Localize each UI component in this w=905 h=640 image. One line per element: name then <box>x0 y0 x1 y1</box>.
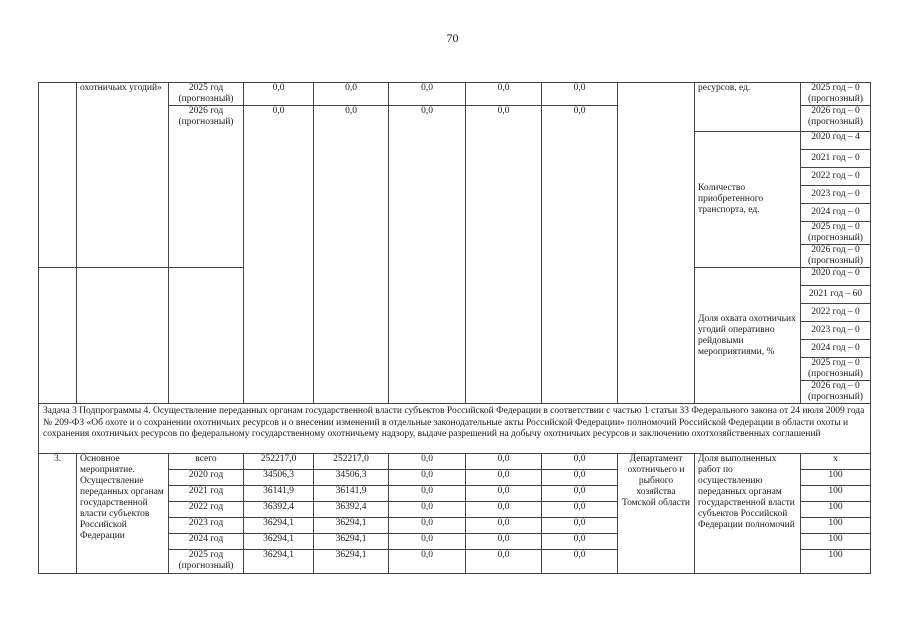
indicator-name: ресурсов, ед. <box>695 83 801 132</box>
table-row: 2023 год 36294,1 36294,1 0,0 0,0 0,0 100 <box>39 518 871 534</box>
executor-cell <box>618 83 695 404</box>
task-description: Задача 3 Подпрограммы 4. Осуществление переданных органам государственной власти субъектов Российской Федерации в соответствии с частью 1 статьи 33 Федерального закона от 24 июля 2009 года № 209-ФЗ «Об охоте и о сохранении охотничьих ресурсов и о внесении изменений в отдельные законодательные акты Российской Федерации» полномочий Российской Федерации в области охоты и сохранения охотничьих ресурсов по федеральному государственному охотничьему надзору, выдаче разрешений на добычу охотничьих ресурсов и заключению охотхозяйственных соглашений <box>39 404 871 454</box>
indicator-name: Доля охвата охотничьих угодий оперативно рейдовыми мероприятиями, % <box>695 268 801 404</box>
target-value: 100 <box>801 470 871 486</box>
executor-cell: Департамент охотничьего и рыбного хозяйства Томской области <box>618 454 695 574</box>
indicator-value: 2026 год – 0 (прогнозный) <box>801 381 871 404</box>
indicator-name: Доля выполненных работ по осуществлению переданных органам государственной власти субъектов Российской Федерации полномочий <box>695 454 801 574</box>
indicator-value: 2021 год – 0 <box>801 150 871 168</box>
indicator-value: 2025 год – 0 (прогнозный) <box>801 222 871 245</box>
target-value: 100 <box>801 502 871 518</box>
table-row: 3. Основное мероприятие. Осуществление переданных органам государственной власти субъектов Российской Федерации всего 252217,0 252217,0 0,0 0,0 0,0 Департамент охотничьего и рыбного хозяйства Томской области Доля выполненных работ по осуществлению переданных органам государственной власти субъектов Российской Федерации полномочий x <box>39 454 871 470</box>
indicator-value: 2022 год – 0 <box>801 304 871 322</box>
target-value: x <box>801 454 871 470</box>
indicator-value: 2025 год – 0 (прогнозный) <box>801 358 871 381</box>
target-value: 100 <box>801 534 871 550</box>
indicator-value: 2021 год – 60 <box>801 286 871 304</box>
table-row: 2020 год 34506,3 34506,3 0,0 0,0 0,0 100 <box>39 470 871 486</box>
year-cell: 2024 год <box>169 534 244 550</box>
item-name: Основное мероприятие. Осуществление переданных органам государственной власти субъектов Российской Федерации <box>77 454 169 574</box>
table-row: 2024 год 36294,1 36294,1 0,0 0,0 0,0 100 <box>39 534 871 550</box>
event-name: охотничьих угодий» <box>77 83 169 268</box>
year-cell: 2021 год <box>169 486 244 502</box>
year-cell: 2025 год (прогнозный) <box>169 550 244 574</box>
year-cell: 2022 год <box>169 502 244 518</box>
indicator-value: 2025 год – 0 (прогнозный) <box>801 83 871 106</box>
indicator-value: 2024 год – 0 <box>801 340 871 358</box>
indicator-value: 2026 год – 0 (прогнозный) <box>801 106 871 132</box>
target-value: 100 <box>801 486 871 502</box>
table-row: 2026 год (прогнозный) 0,0 0,0 0,0 0,0 0,0 2026 год – 0 (прогнозный) <box>39 106 871 132</box>
table-row <box>39 404 871 454</box>
year-cell: всего <box>169 454 244 470</box>
indicator-value: 2026 год – 0 (прогнозный) <box>801 245 871 268</box>
table-row: охотничьих угодий» 2025 год (прогнозный) 0,0 0,0 0,0 0,0 0,0 ресурсов, ед. 2025 год – 0 (прогнозный) <box>39 83 871 106</box>
table-row: 2021 год 36141,9 36141,9 0,0 0,0 0,0 100 <box>39 486 871 502</box>
year-cell: 2025 год (прогнозный) <box>169 83 244 106</box>
indicator-value: 2023 год – 0 <box>801 322 871 340</box>
year-cell: 2020 год <box>169 470 244 486</box>
target-value: 100 <box>801 550 871 574</box>
indicator-value: 2020 год – 0 <box>801 268 871 286</box>
indicator-value: 2022 год – 0 <box>801 168 871 186</box>
indicator-name: Количество приобретенного транспорта, ед. <box>695 132 801 268</box>
year-cell: 2026 год (прогнозный) <box>169 106 244 268</box>
page-number: 70 <box>446 31 459 45</box>
item-number: 3. <box>39 454 77 574</box>
year-cell: 2023 год <box>169 518 244 534</box>
table-row: 2025 год (прогнозный) 36294,1 36294,1 0,0 0,0 0,0 100 <box>39 550 871 574</box>
program-table <box>38 82 871 574</box>
indicator-value: 2020 год – 4 <box>801 132 871 150</box>
target-value: 100 <box>801 518 871 534</box>
indicator-value: 2024 год – 0 <box>801 204 871 222</box>
table-row: 2022 год 36392,4 36392,4 0,0 0,0 0,0 100 <box>39 502 871 518</box>
indicator-value: 2023 год – 0 <box>801 186 871 204</box>
